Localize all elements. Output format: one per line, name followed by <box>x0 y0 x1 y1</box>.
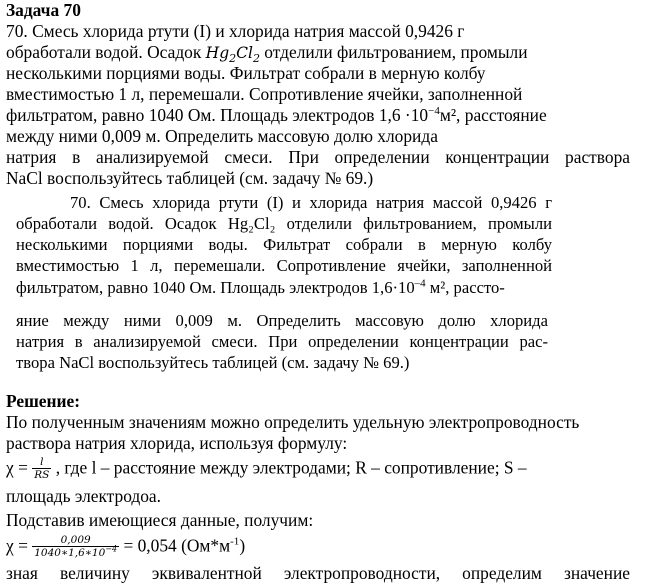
scan-line-5-exponent: –4 <box>414 277 426 290</box>
formula-1-denominator: RS <box>34 469 50 481</box>
formula-2-rhs-exponent: -1 <box>230 535 240 548</box>
scan-line-3: несколькими порциями воды. Фильтрат собрали в мерную колбу <box>16 235 552 254</box>
scan-line-8: твора NaCl воспользуйтесь таблицей (см. задачу № 69.) <box>16 353 410 372</box>
formula-2-denominator-base: 1040∗1,6∗10 <box>34 547 106 559</box>
task-line-8: NaCl воспользуйтесь таблицей (см. задачу № 69.) <box>6 168 374 188</box>
formula-2-fraction <box>32 534 119 559</box>
task-line-2-text-a: обработали водой. Осадок <box>6 42 206 62</box>
formula-2-rhs-end: ) <box>239 535 246 556</box>
solution-line-3: площадь электродоа. <box>6 486 161 506</box>
formula-1-text: , где l – расстояние между электродами; R – сопротивление; S – <box>51 457 527 478</box>
solution-line-2: раствора натрия хлорида, используя формулу: <box>6 433 348 453</box>
formula-hg2cl2 <box>205 44 260 66</box>
task-heading: Задача 70 <box>6 0 81 20</box>
scan-line-7: натрия в анализируемой смеси. При определении концентрации рас- <box>16 332 548 351</box>
formula-result <box>6 535 245 560</box>
task-line-7: натрия в анализируемой смеси. При определении концентрации раствора <box>6 147 630 167</box>
formula-cl: Cl <box>236 44 253 62</box>
formula-1-lhs: χ = <box>6 457 33 478</box>
scan-line-2: обработали водой. Осадок Hg₂Cl₂ отделили фильтрованием, промыли <box>16 214 552 233</box>
formula-1-numerator: l <box>32 456 51 469</box>
task-line-5-text-a: фильтратом, равно 1040 Ом. Площадь электродов 1,6 ·10 <box>6 105 429 125</box>
solution-line-5: зная величину эквивалентной электропроводности, определим значение <box>6 563 630 583</box>
formula-2-numerator: 0,009 <box>32 534 119 547</box>
task-line-4: вместимостью 1 л, перемешали. Сопротивление ячейки, заполненной <box>6 84 523 104</box>
formula-conductivity <box>6 457 527 482</box>
solution-line-1: По полученным значениям можно определить удельную электропроводность <box>6 412 580 432</box>
scan-line-1: 70. Смесь хлорида ртути (I) и хлорида натрия массой 0,9426 г <box>70 193 552 212</box>
formula-1-fraction <box>32 456 51 481</box>
task-line-2-text-b: отделили фильтрованием, промыли <box>259 42 528 62</box>
task-line-2 <box>6 42 528 64</box>
scan-line-4: вместимостью 1 л, перемешали. Сопротивление ячейки, заполненной <box>16 256 552 275</box>
formula-2-rhs: = 0,054 (Ом*м <box>119 535 231 556</box>
scan-line-5-text-a: фильтратом, равно 1040 Ом. Площадь электродов 1,6·10 <box>16 278 415 297</box>
solution-line-4: Подставив имеющиеся данные, получим: <box>6 510 314 530</box>
task-line-1: 70. Смесь хлорида ртути (I) и хлорида натрия массой 0,9426 г <box>6 21 465 41</box>
task-line-5-exponent: −4 <box>428 105 440 118</box>
formula-2-denominator-exponent: −4 <box>105 544 118 554</box>
scan-line-5 <box>16 278 505 298</box>
solution-heading: Решение: <box>6 391 81 411</box>
formula-2-denominator <box>32 544 119 559</box>
formula-cl-sub: 2 <box>252 52 260 66</box>
formula-2-lhs: χ = <box>6 535 33 556</box>
scan-line-5-text-b: м², рассто- <box>425 278 505 297</box>
task-line-3: несколькими порциями воды. Фильтрат собрали в мерную колбу <box>6 63 486 83</box>
task-line-6: между ними 0,009 м. Определить массовую долю хлорида <box>6 126 438 146</box>
scan-line-6: яние между ними 0,009 м. Определить массовую долю хлорида <box>16 311 548 330</box>
formula-hg: Hg <box>205 44 230 62</box>
task-line-5-text-b: м², расстояние <box>439 105 547 125</box>
formula-hg-sub: 2 <box>229 52 237 66</box>
task-line-5 <box>6 105 547 126</box>
